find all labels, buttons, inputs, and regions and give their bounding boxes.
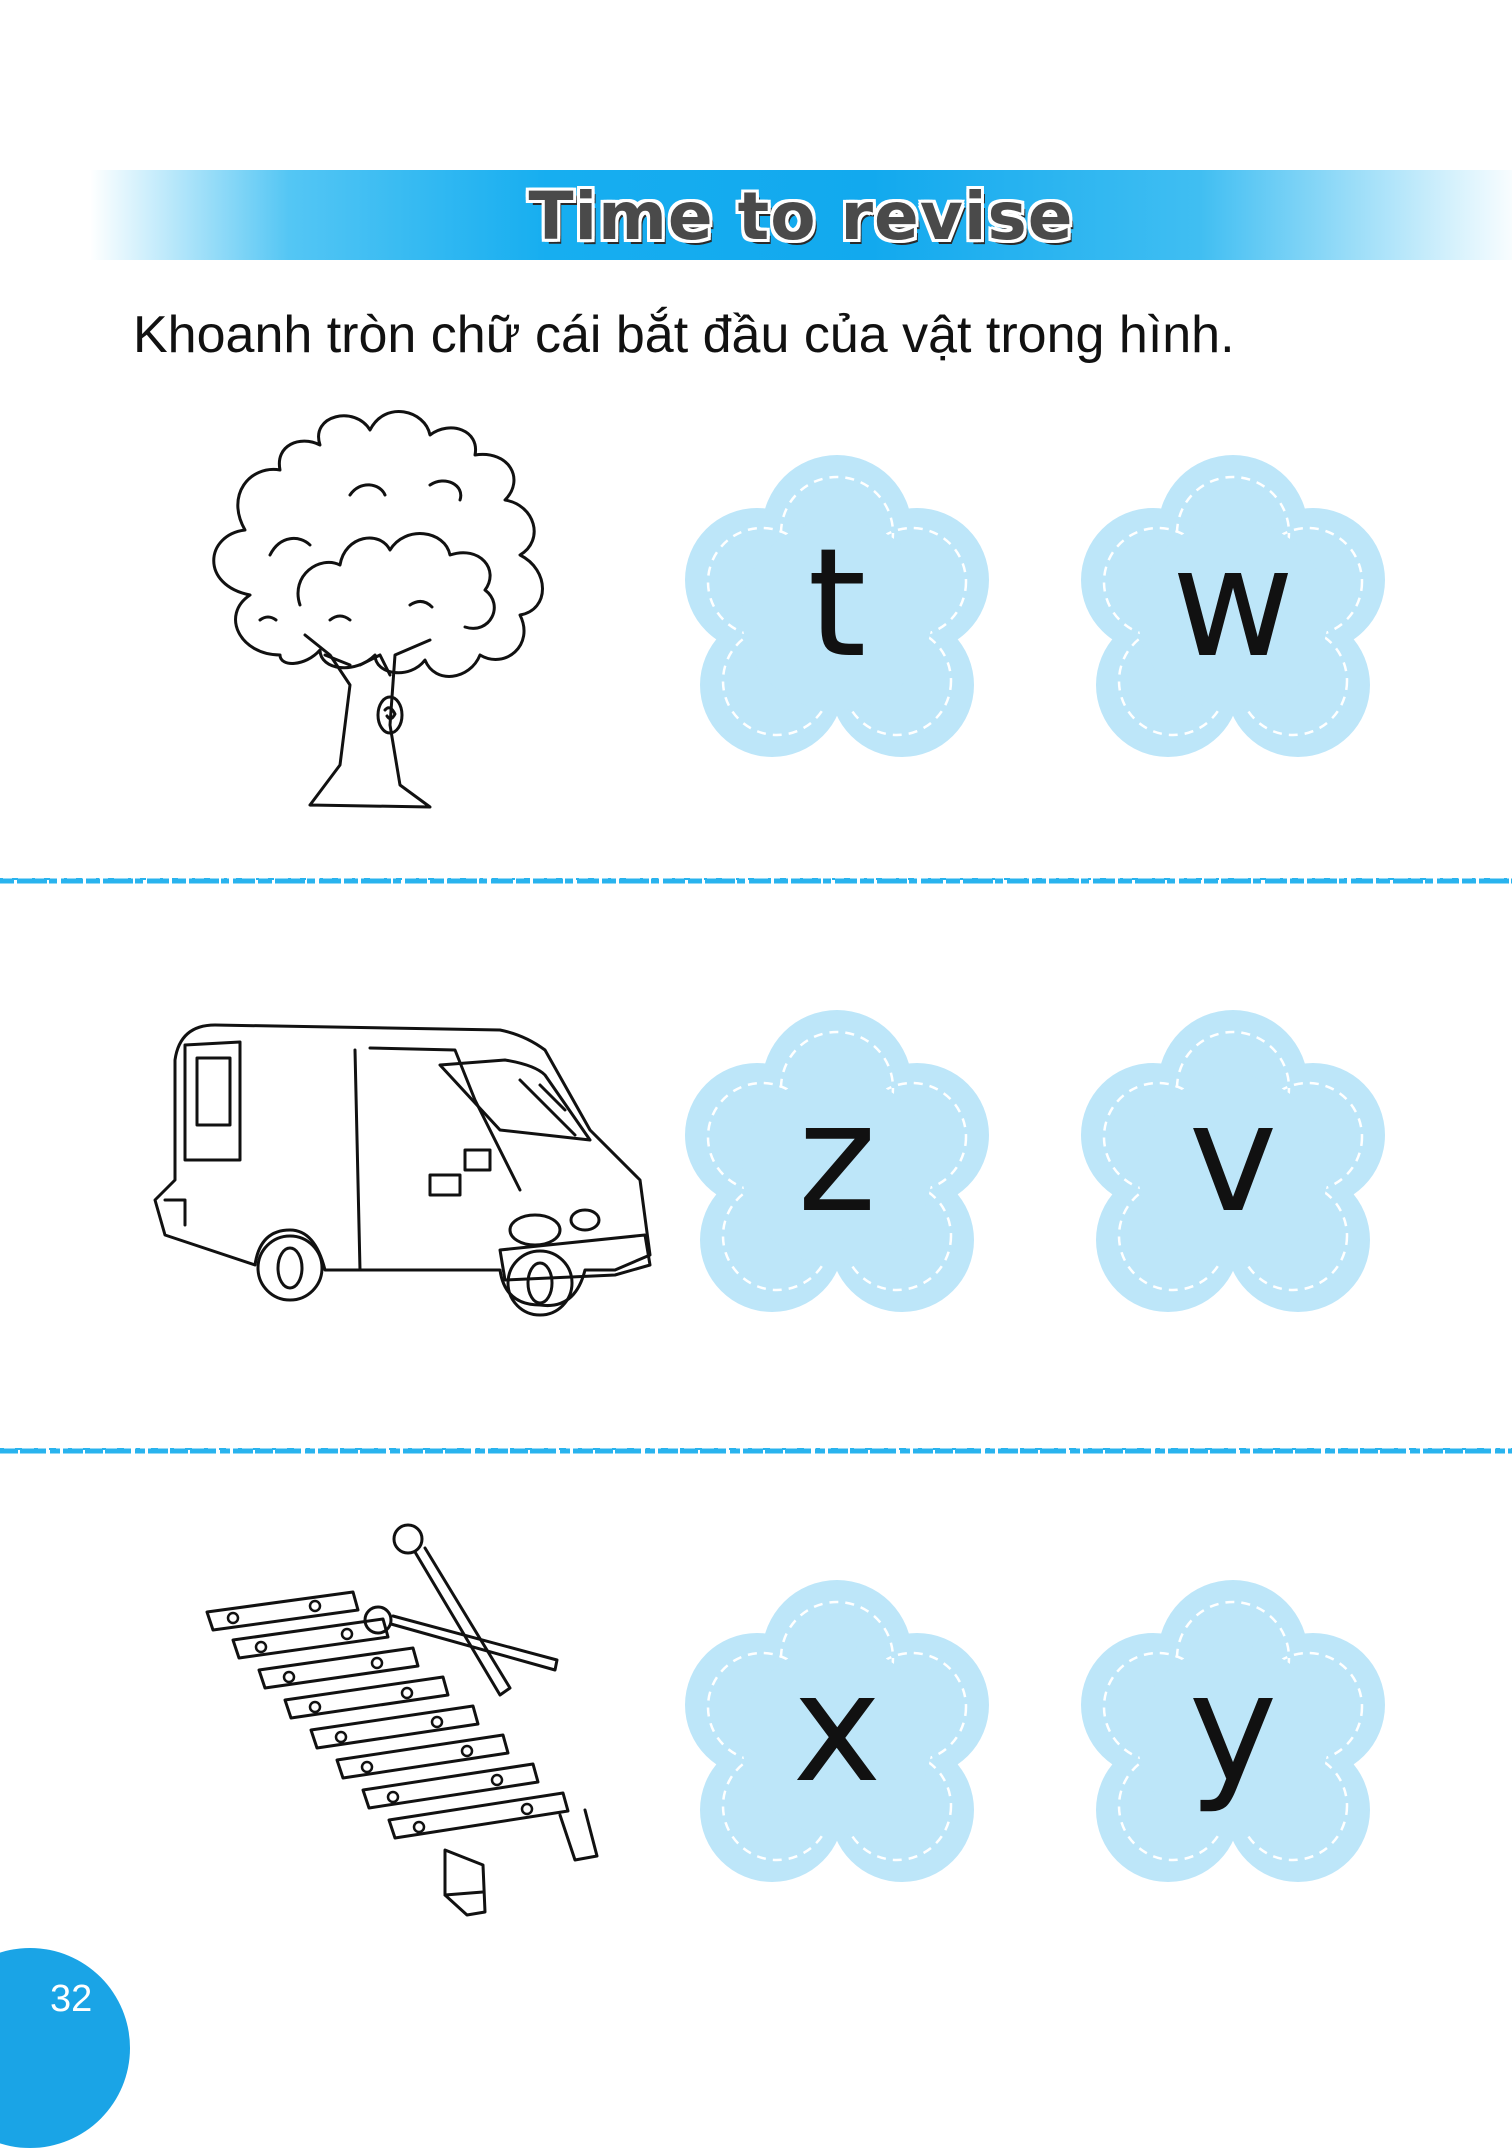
option-v[interactable] [1068, 1010, 1398, 1320]
divider-line [0, 1444, 1512, 1458]
option-w[interactable] [1068, 455, 1398, 765]
option-letter: y [1188, 1642, 1278, 1816]
option-letter: z [797, 1072, 877, 1246]
option-letter: t [807, 517, 867, 691]
option-y[interactable] [1068, 1580, 1398, 1890]
option-t[interactable] [672, 455, 1002, 765]
option-letter: w [1171, 517, 1295, 691]
option-letter: x [792, 1642, 882, 1816]
banner-title: Time to revise [528, 178, 1074, 255]
page-number: 32 [50, 1978, 93, 2020]
xylophone-illustration [205, 1520, 605, 1930]
title-banner [90, 170, 1512, 260]
option-x[interactable] [672, 1580, 1002, 1890]
option-z[interactable] [672, 1010, 1002, 1320]
van-illustration [145, 1020, 665, 1325]
instruction-text: Khoanh tròn chữ cái bắt đầu của vật trong hình. [133, 306, 1235, 364]
divider-line [0, 874, 1512, 888]
option-letter: v [1188, 1072, 1278, 1246]
tree-illustration [180, 405, 620, 815]
